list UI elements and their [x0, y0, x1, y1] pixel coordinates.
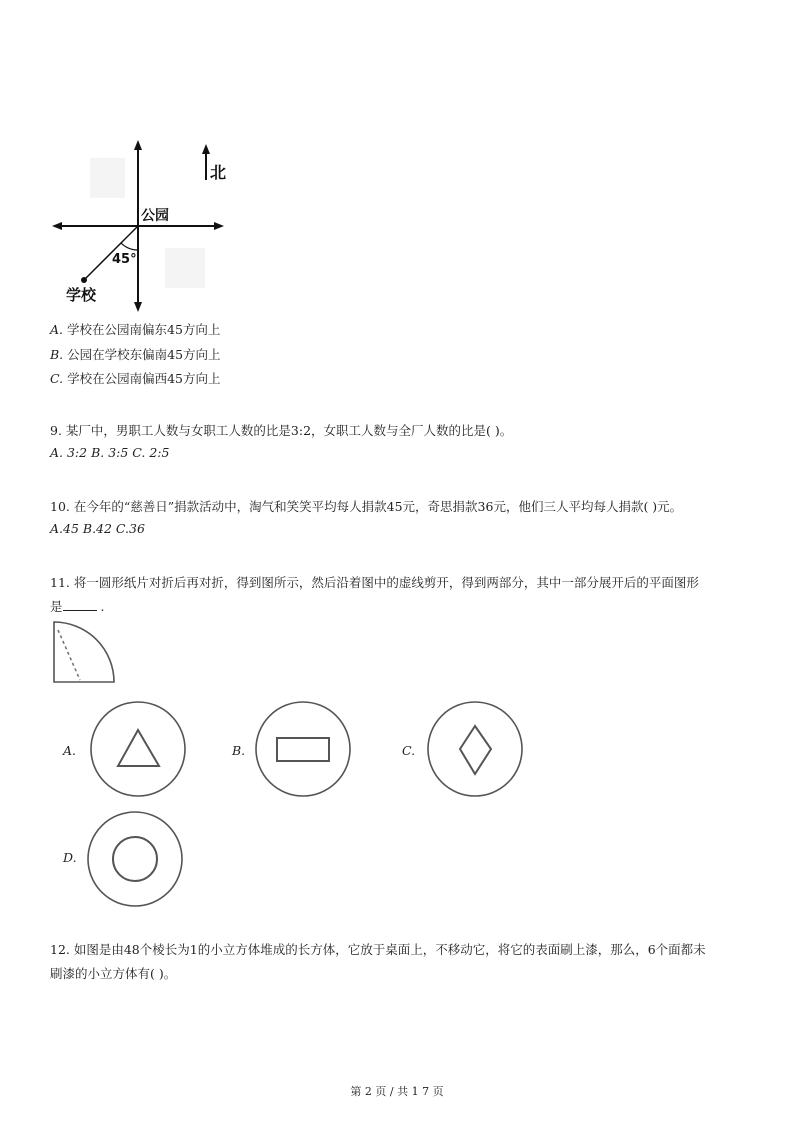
- school-point: [81, 277, 87, 283]
- page-footer: 第 2 页 / 共 1 7 页: [350, 1085, 444, 1098]
- q12-text-line1: 12. 如图是由48个棱长为1的小立方体堆成的长方体，它放于桌面上，不移动它，将它的表面刷上漆，那么，6个面都未: [50, 942, 706, 957]
- q11-option-d-letter: D.: [63, 850, 77, 865]
- outer-circle: [88, 812, 182, 906]
- q8-option-b: [50, 345, 221, 363]
- q11-text-line2: [50, 597, 104, 615]
- outer-circle: [91, 702, 185, 796]
- q11-option-b-letter: B.: [232, 743, 246, 758]
- q11-text-line1: 11. 将一圆形纸片对折后再对折，得到图所示，然后沿着图中的虚线剪开，得到两部分，其中一部分展开后的平面图形: [50, 575, 699, 590]
- answer-blank[interactable]: [63, 598, 97, 611]
- q8-option-a-letter: A.: [50, 322, 64, 337]
- q10-text: 10. 在今年的“慈善日”捐款活动中，淘气和笑笑平均每人捐款45元，奇思捐款36元，他们三人平均每人捐款( )元。: [50, 499, 683, 514]
- inner-circle: [113, 837, 157, 881]
- q11-option-a-figure: [89, 700, 187, 798]
- q8-option-c-letter: C.: [50, 371, 64, 386]
- horizontal-axis-left-arrow: [52, 222, 62, 230]
- q8-option-c-text: 学校在公园南偏西45方向上: [63, 371, 221, 386]
- vertical-axis-bottom-arrow: [134, 302, 142, 312]
- q8-option-c: [50, 369, 220, 387]
- north-arrow-icon: [202, 144, 210, 154]
- horizontal-axis-right-arrow: [214, 222, 224, 230]
- q8-option-b-text: 公园在学校东偏南45方向上: [63, 347, 221, 362]
- compass-figure: [50, 138, 240, 313]
- outer-circle: [256, 702, 350, 796]
- q9-options: A. 3:2 B. 3:5 C. 2:5: [50, 445, 170, 460]
- q12-text-line2: 刷漆的小立方体有( )。: [50, 966, 177, 981]
- q11-option-a-letter: A.: [63, 743, 77, 758]
- q11-option-b-figure: [254, 700, 352, 798]
- q9-text: 9. 某厂中，男职工人数与女职工人数的比是3:2，女职工人数与全厂人数的比是( )。: [50, 423, 513, 438]
- q8-option-a: [50, 320, 220, 338]
- school-label: 学校: [66, 286, 97, 304]
- angle-label: 45°: [112, 252, 137, 267]
- rectangle-shape: [277, 738, 329, 761]
- quarter-circle-shape: [54, 622, 114, 682]
- q11-option-d-figure: [86, 810, 184, 908]
- q11-option-c-figure: [426, 700, 524, 798]
- angle-arc: [121, 243, 138, 250]
- cut-dashed-line: [58, 630, 80, 680]
- north-label: 北: [210, 163, 227, 182]
- vertical-axis-top-arrow: [134, 140, 142, 150]
- outer-circle: [428, 702, 522, 796]
- q8-option-a-text: 学校在公园南偏东45方向上: [63, 322, 221, 337]
- folded-paper-figure: [50, 618, 122, 686]
- diamond-shape: [460, 726, 491, 774]
- triangle-shape: [118, 730, 159, 766]
- q11-option-c-letter: C.: [402, 743, 416, 758]
- q10-options: A.45 B.42 C.36: [50, 521, 145, 536]
- q11-text-line2-prefix: 是: [50, 599, 63, 614]
- q8-option-b-letter: B.: [50, 347, 64, 362]
- q11-text-line2-suffix: .: [96, 599, 105, 614]
- park-label: 公园: [141, 208, 169, 224]
